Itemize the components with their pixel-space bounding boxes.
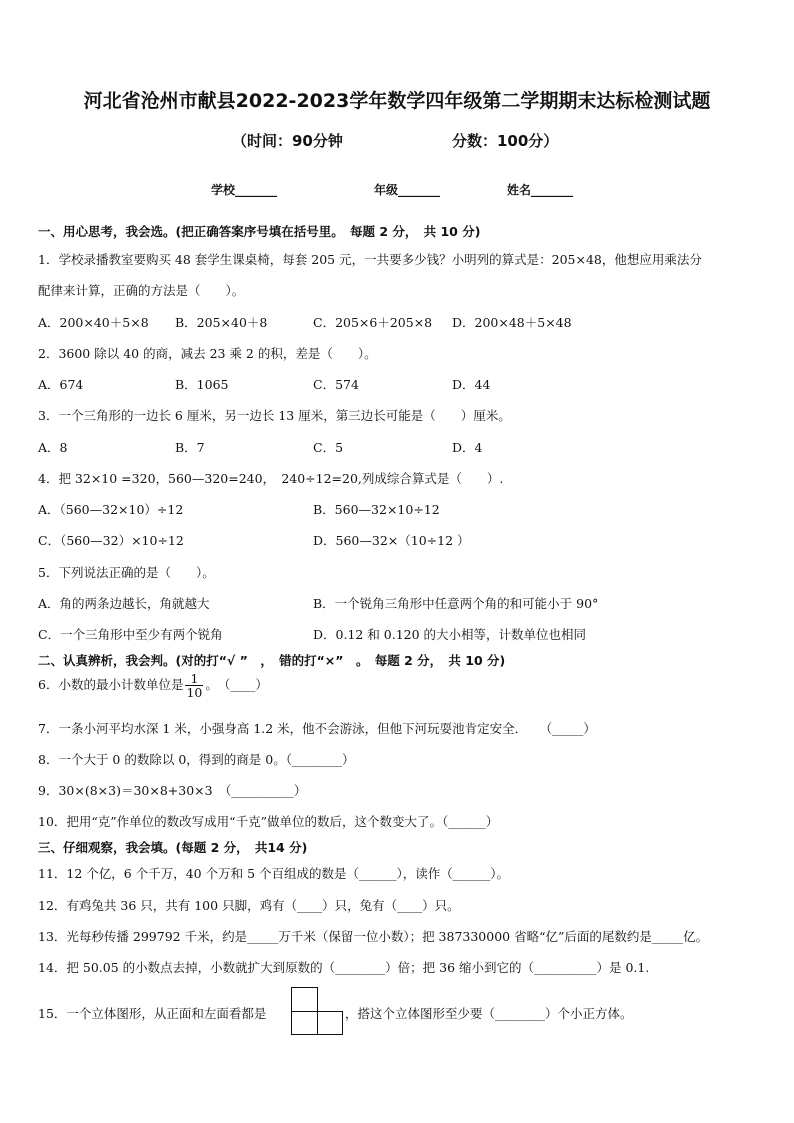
question-2: 2．3600 除以 40 的商，减去 23 乘 2 的积，差是（ ）。 xyxy=(38,346,377,361)
question-4: 4．把 32×10 =320，560—320=240， 240÷12=20,列成综合算式是（ ）. xyxy=(38,471,504,486)
q2-option-d: D．44 xyxy=(452,377,491,392)
q15-text-after: ，搭这个立体图形至少要（________）个小正方体。 xyxy=(345,1006,633,1021)
q4-option-b: B．560—32×10÷12 xyxy=(313,502,440,517)
grade-field: 年级_______ xyxy=(374,183,441,197)
q3-option-a: A．8 xyxy=(38,440,68,455)
question-12: 12．有鸡兔共 36 只，共有 100 只脚，鸡有（____）只，兔有（____）只。 xyxy=(38,898,460,913)
school-field: 学校_______ xyxy=(211,183,278,197)
q3-option-d: D．4 xyxy=(452,440,483,455)
q6-fraction xyxy=(185,672,203,699)
exam-score: 分数：100分） xyxy=(452,132,559,150)
question-6 xyxy=(38,672,268,699)
q5-option-c: C．一个三角形中至少有两个锐角 xyxy=(38,627,223,642)
q2-option-b: B．1065 xyxy=(175,377,229,392)
section-heading: 二、认真辨析，我会判。(对的打“√ ” ， 错的打“×” 。 每题 2 分， 共 10 分) xyxy=(38,653,506,668)
question-8: 8．一个大于 0 的数除以 0，得到的商是 0。（________） xyxy=(38,752,355,767)
fraction-numerator: 1 xyxy=(185,672,203,686)
q1-option-b: B．205×40＋8 xyxy=(175,315,268,330)
name-field: 姓名_______ xyxy=(507,183,574,197)
q1-option-c: C．205×6＋205×8 xyxy=(313,315,433,330)
q1-option-a: A．200×40＋5×8 xyxy=(38,315,149,330)
figure-cell-top xyxy=(291,987,318,1012)
question-11: 11．12 个亿，6 个千万，40 个万和 5 个百组成的数是（______），读作（______）。 xyxy=(38,866,509,881)
question-9: 9．30×(8×3)＝30×8+30×3 （__________） xyxy=(38,783,307,798)
q6-text-before: 6．小数的最小计数单位是 xyxy=(38,677,184,692)
fraction-denominator: 10 xyxy=(186,685,203,700)
q4-option-c: C．（560—32）×10÷12 xyxy=(38,533,184,548)
question-7: 7．一条小河平均水深 1 米，小强身高 1.2 米，他不会游泳，但他下河玩耍池肯定安全． （_____） xyxy=(38,721,596,736)
q6-text-after: 。 （____） xyxy=(205,677,268,692)
question-1-line-2: 配律来计算，正确的方法是（ ）。 xyxy=(38,283,245,298)
section-heading: 一、用心思考，我会选。(把正确答案序号填在括号里。 每题 2 分， 共 10 分) xyxy=(38,224,481,239)
q1-option-d: D．200×48＋5×48 xyxy=(452,315,572,330)
q2-option-c: C．574 xyxy=(313,377,359,392)
question-10: 10．把用“克”作单位的数改写成用“千克”做单位的数后，这个数变大了。（______） xyxy=(38,814,499,829)
question-1-line-1: 1．学校录播教室要购买 48 套学生课桌椅，每套 205 元，一共要多少钱？小明列的算式是：205×48，他想应用乘法分 xyxy=(38,252,702,267)
question-14: 14．把 50.05 的小数点去掉，小数就扩大到原数的（________）倍；把 36 缩小到它的（__________）是 0.1. xyxy=(38,960,650,975)
section-heading: 三、仔细观察，我会填。(每题 2 分， 共14 分) xyxy=(38,840,308,855)
q2-option-a: A．674 xyxy=(38,377,84,392)
figure-cell-bottom-right xyxy=(317,1011,344,1036)
q5-option-d: D．0.12 和 0.120 的大小相等，计数单位也相同 xyxy=(313,627,587,642)
q15-text-before: 15．一个立体图形，从正面和左面看都是 xyxy=(38,1006,267,1021)
q4-option-d: D．560—32×（10÷12 ） xyxy=(313,533,470,548)
page-title: 河北省沧州市献县2022-2023学年数学四年级第二学期期末达标检测试题 xyxy=(83,90,711,112)
question-3: 3．一个三角形的一边长 6 厘米，另一边长 13 厘米，第三边长可能是（ ）厘米。 xyxy=(38,408,511,423)
question-13: 13．光每秒传播 299792 千米，约是_____万千米（保留一位小数）；把 387330000 省略“亿”后面的尾数约是_____亿。 xyxy=(38,929,709,944)
question-5: 5．下列说法正确的是（ ）。 xyxy=(38,565,215,580)
q3-option-b: B．7 xyxy=(175,440,205,455)
figure-cell-bottom-left xyxy=(291,1011,318,1036)
q5-option-a: A．角的两条边越长，角就越大 xyxy=(38,596,210,611)
exam-time: （时间：90分钟 xyxy=(232,132,343,150)
q4-option-a: A．（560—32×10）÷12 xyxy=(38,502,184,517)
q5-option-b: B．一个锐角三角形中任意两个角的和可能小于 90° xyxy=(313,596,599,611)
square-figure xyxy=(291,987,343,1035)
q3-option-c: C．5 xyxy=(313,440,344,455)
